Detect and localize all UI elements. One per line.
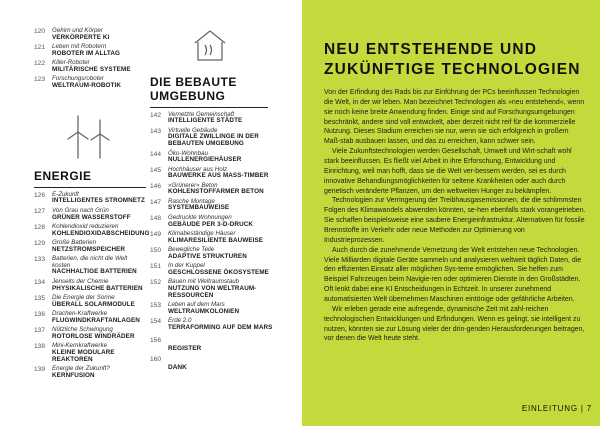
toc-subtitle: Erde 2.0	[168, 317, 192, 325]
toc-entry	[34, 28, 146, 41]
toc-subtitle: Killer-Roboter	[52, 59, 90, 67]
toc-energy-entries	[34, 190, 150, 380]
toc-subtitle: Drachen-Kraftwerke	[52, 310, 108, 318]
toc-page-number: 152	[150, 279, 162, 287]
toc-title: KOHLENSTOFFARMER BETON	[168, 188, 264, 196]
toc-left-column	[34, 27, 150, 379]
section-title-energie: ENERGIE	[34, 170, 146, 188]
toc-page-number: 142	[150, 111, 162, 119]
toc-entry	[34, 60, 146, 73]
toc-subtitle: Rasche Montage	[168, 197, 215, 205]
toc-title: ROTORLOSE WINDRÄDER	[52, 332, 135, 340]
toc-page-number: 149	[150, 230, 162, 238]
toc-page-number: 128	[34, 223, 46, 231]
toc-entry	[150, 112, 290, 125]
toc-entry	[150, 337, 290, 354]
toc-title: KLEINE MODULARE REAKTOREN	[52, 348, 115, 363]
toc-subtitle: Vernetzte Gemeinschaft	[168, 110, 235, 118]
toc-page-number: 150	[150, 247, 162, 255]
toc-title: PHYSIKALISCHE BATTERIEN	[52, 284, 143, 292]
toc-page-number: 156	[150, 336, 162, 344]
toc-entry	[150, 183, 290, 196]
toc-title: KLIMARESILIENTE BAUWEISE	[168, 236, 264, 244]
toc-subtitle: Leben mit Robotern	[52, 43, 107, 51]
toc-entry	[34, 222, 150, 237]
toc-entry	[34, 76, 146, 89]
toc-subtitle: Von Grau nach Grün	[52, 206, 109, 214]
toc-page-number: 138	[34, 343, 46, 351]
toc-subtitle: »Grünerer« Beton	[168, 181, 218, 189]
toc-page-number: 147	[150, 198, 162, 206]
toc-page-number: 154	[150, 318, 162, 326]
wind-turbine-icon	[64, 112, 114, 160]
toc-page-number: 146	[150, 182, 162, 190]
toc-title: MILITÄRISCHE SYSTEME	[52, 65, 131, 73]
intro-paragraph: Wir erleben gerade eine aufregende, dynamische Zeit mit zahl-reichen technologischen Entwicklungen und Erfindungen. Wenn es gelingt, sie intelligent zu nutzen, könnten sie zur Lösung vieler der drin-genden Herausforderungen beitragen, vor denen die Welt heute steht.	[324, 305, 585, 343]
toc-entry	[150, 302, 290, 315]
toc-subtitle: Energie der Zukunft?	[52, 365, 110, 373]
toc-page-number: 123	[34, 76, 46, 84]
toc-subtitle: Bauen mit Weltraumstaub	[168, 278, 240, 286]
toc-entry	[34, 311, 146, 324]
toc-entry	[150, 215, 290, 228]
toc-subtitle: Klimabeständige Häuser	[168, 229, 236, 237]
toc-entry	[150, 247, 290, 260]
toc-page-number: 144	[150, 150, 162, 158]
toc-page-number: 133	[34, 256, 46, 264]
intro-panel	[302, 0, 600, 426]
toc-entry	[150, 263, 290, 276]
toc-built-environment-entries	[150, 112, 290, 332]
page-number: 7	[586, 404, 592, 413]
toc-page-number: 137	[34, 327, 46, 335]
toc-subtitle: Gehirn und Körper	[52, 27, 103, 34]
intro-paragraph: Auch durch die zunehmende Vernetzung der Welt entstehen neue Technologien. Viele Milliarden digitale Geräte sammeln und analysieren weltweit täglich Daten, die den effizienten Einsatz aller möglichen Sys-teme ermöglichen. Sie helfen zum Beispiel Fahrzeugen beim Navigie-ren oder optimieren Dienste in den Großstädten. Oft lenkt dabei eine KI Entscheidungen in Echtzeit. In unserer zunehmend automatisierten Welt übernehmen Maschinen eintönige oder gefährliche Arbeiten.	[324, 246, 582, 304]
toc-subtitle: Jenseits der Chemie	[52, 277, 109, 285]
toc-title: WELTRAUMKOLONIEN	[168, 307, 240, 315]
toc-title: DIGITALE ZWILLINGE IN DER BEBAUTEN UMGEBUNG	[168, 133, 259, 148]
toc-title: GEBÄUDE PER 3-D-DRUCK	[168, 220, 254, 228]
toc-entry	[150, 231, 290, 244]
toc-subtitle: Hochhäuser aus Holz	[168, 165, 228, 173]
toc-title: SYSTEMBAUWEISE	[168, 204, 230, 212]
toc-page-number: 122	[34, 60, 46, 68]
toc-page-number: 145	[150, 166, 162, 174]
toc-subtitle: Die Energie der Sonne	[52, 293, 115, 301]
toc-entry	[150, 128, 290, 148]
toc-page-number: 135	[34, 294, 46, 302]
intro-paragraph: Viele Zukunftstechnologien werden Gesellschaft, Umwelt und Wirt-schaft wohl stark beeinflussen. Es fließt viel Arbeit in ihre Erforschung, Entwicklung und Einrichtung, weil man hofft, dass sie die Welt ver-bessern werden, sei es durch innovative Behandlungsmöglichkeiten für seltene Krankheiten oder auch durch genetisch veränderte Pflanzen, um den weltweiten Hunger zu bekämpfen.	[324, 148, 572, 195]
toc-entry	[34, 366, 146, 379]
toc-page-number: 151	[150, 263, 162, 271]
toc-subtitle: Leben auf dem Mars	[168, 301, 225, 309]
toc-title: VERKÖRPERTE KI	[52, 33, 110, 41]
toc-title: INTELLIGENTES STROMNETZ	[52, 197, 145, 205]
intro-paragraph: Technologien zur Verringerung der Treibhausgasemissionen, die die schlimmsten Folgen des Klimawandels abwenden könnten, se-hen ebenfalls stark vorangetrieben. Sie schaffen beispielsweise eine saubere Energieinfrastruktur. Alternativen für fossile Brennstoffe im Verkehr oder neue Methoden zur Optimierung von Industrieprozessen.	[324, 197, 586, 244]
toc-page-number: 153	[150, 302, 162, 310]
toc-subtitle: Gedruckte Wohnungen	[168, 213, 232, 221]
toc-page-number: 120	[34, 28, 46, 35]
toc-title: ROBOTER IM ALLTAG	[52, 49, 121, 57]
toc-title: NULLENERGIEHÄUSER	[168, 156, 242, 164]
toc-end-entries	[150, 337, 290, 374]
toc-subtitle: Forschungsroboter	[52, 75, 104, 83]
toc-subtitle: Mini-Kernkraftwerke	[52, 342, 108, 350]
toc-page-number: 143	[150, 127, 162, 135]
toc-entry	[150, 356, 290, 373]
section-title-bebaute-umgebung: DIE BEBAUTE UMGEBUNG	[150, 76, 268, 108]
toc-page-number: 127	[34, 207, 46, 215]
toc-page-number: 139	[34, 366, 46, 374]
toc-entry	[34, 295, 146, 308]
page-title: NEU ENTSTEHENDE UND ZUKÜNFTIGE TECHNOLOGIEN	[324, 41, 581, 79]
toc-page-number: 148	[150, 214, 162, 222]
toc-subtitle: Virtuelle Gebäude	[168, 126, 218, 134]
intro-paragraph: Von der Erfindung des Rads bis zur Einführung der PCs beeinflussen Technologien die Welt, in der wir leben. Man bezeichnet Technologien als »neu entstehend«, wenn sie noch keine breite Anwendung finden. Einige sind auf Forschungsumgebungen beschränkt, andere sind voll entwickelt, aber derzeit nicht reif für die kommerzielle Nutzung. Dieses Stadium erreichen sie nur, wenn sie sich erfolgreich in großem Maß-stab ausbauen lassen, und das zu erreichen, kann schwer sein.	[324, 89, 585, 146]
toc-subtitle: Öko-Wohnbau	[168, 149, 208, 157]
toc-title: TERRAFORMING AUF DEM MARS	[168, 323, 273, 331]
toc-title: KOHLENDIOXIDABSCHEIDUNG	[52, 229, 150, 237]
toc-page-number: 129	[34, 240, 46, 248]
toc-title: REGISTER	[168, 344, 202, 352]
toc-title: WELTRAUM-ROBOTIK	[52, 81, 121, 89]
toc-title: BAUWERKE AUS MASS-TIMBER	[168, 172, 269, 180]
toc-subtitle: Bewegliche Teile	[168, 246, 215, 254]
toc-page-number: 126	[34, 191, 46, 199]
footer-label: EINLEITUNG	[521, 404, 578, 413]
toc-entry	[34, 327, 146, 340]
toc-page-number: 121	[34, 44, 46, 52]
intro-body	[324, 88, 586, 344]
toc-entry	[34, 240, 146, 253]
toc-title: NACHHALTIGE BATTERIEN	[52, 268, 137, 276]
toc-page-number: 160	[150, 356, 162, 364]
toc-title: DANK	[168, 364, 187, 372]
toc-entry	[34, 192, 146, 205]
toc-entry	[150, 167, 290, 180]
toc-entry	[150, 279, 290, 299]
toc-entry	[34, 208, 146, 221]
page-footer	[522, 404, 592, 413]
toc-title: NUTZUNG VON WELTRAUM-RESSOURCEN	[168, 284, 257, 299]
toc-title: GESCHLOSSENE ÖKOSYSTEME	[168, 268, 269, 276]
toc-subtitle: Große Batterien	[52, 239, 97, 247]
toc-entry	[34, 256, 146, 276]
toc-entry	[34, 343, 146, 363]
toc-title: KERNFUSION	[52, 371, 95, 379]
toc-title: ADAPTIVE STRUKTUREN	[168, 252, 247, 260]
toc-subtitle: Nützliche Schwingung	[52, 326, 113, 334]
toc-subtitle: Kohlendioxid reduzieren	[52, 222, 119, 230]
toc-subtitle: In der Kuppel	[168, 262, 205, 270]
toc-title: FLUGWINDKRAFTANLAGEN	[52, 316, 140, 324]
toc-subtitle: Batterien, die nicht die Welt kosten	[52, 255, 128, 269]
toc-entry	[150, 318, 290, 331]
toc-robotics-entries	[34, 28, 146, 90]
toc-title: GRÜNER WASSERSTOFF	[52, 213, 131, 221]
toc-entry	[34, 44, 146, 57]
toc-page-number: 134	[34, 278, 46, 286]
toc-page-number: 136	[34, 311, 46, 319]
toc-entry	[150, 199, 290, 212]
toc-entry	[150, 151, 290, 164]
toc-title: INTELLIGENTE STÄDTE	[168, 117, 243, 125]
toc-entry	[34, 279, 146, 292]
footer-separator: |	[580, 404, 584, 413]
toc-title: ÜBERALL SOLARMODULE	[52, 300, 135, 308]
toc-title: NETZSTROMSPEICHER	[52, 245, 126, 253]
house-icon	[192, 28, 228, 62]
toc-subtitle: E-Zukunft	[52, 190, 79, 198]
